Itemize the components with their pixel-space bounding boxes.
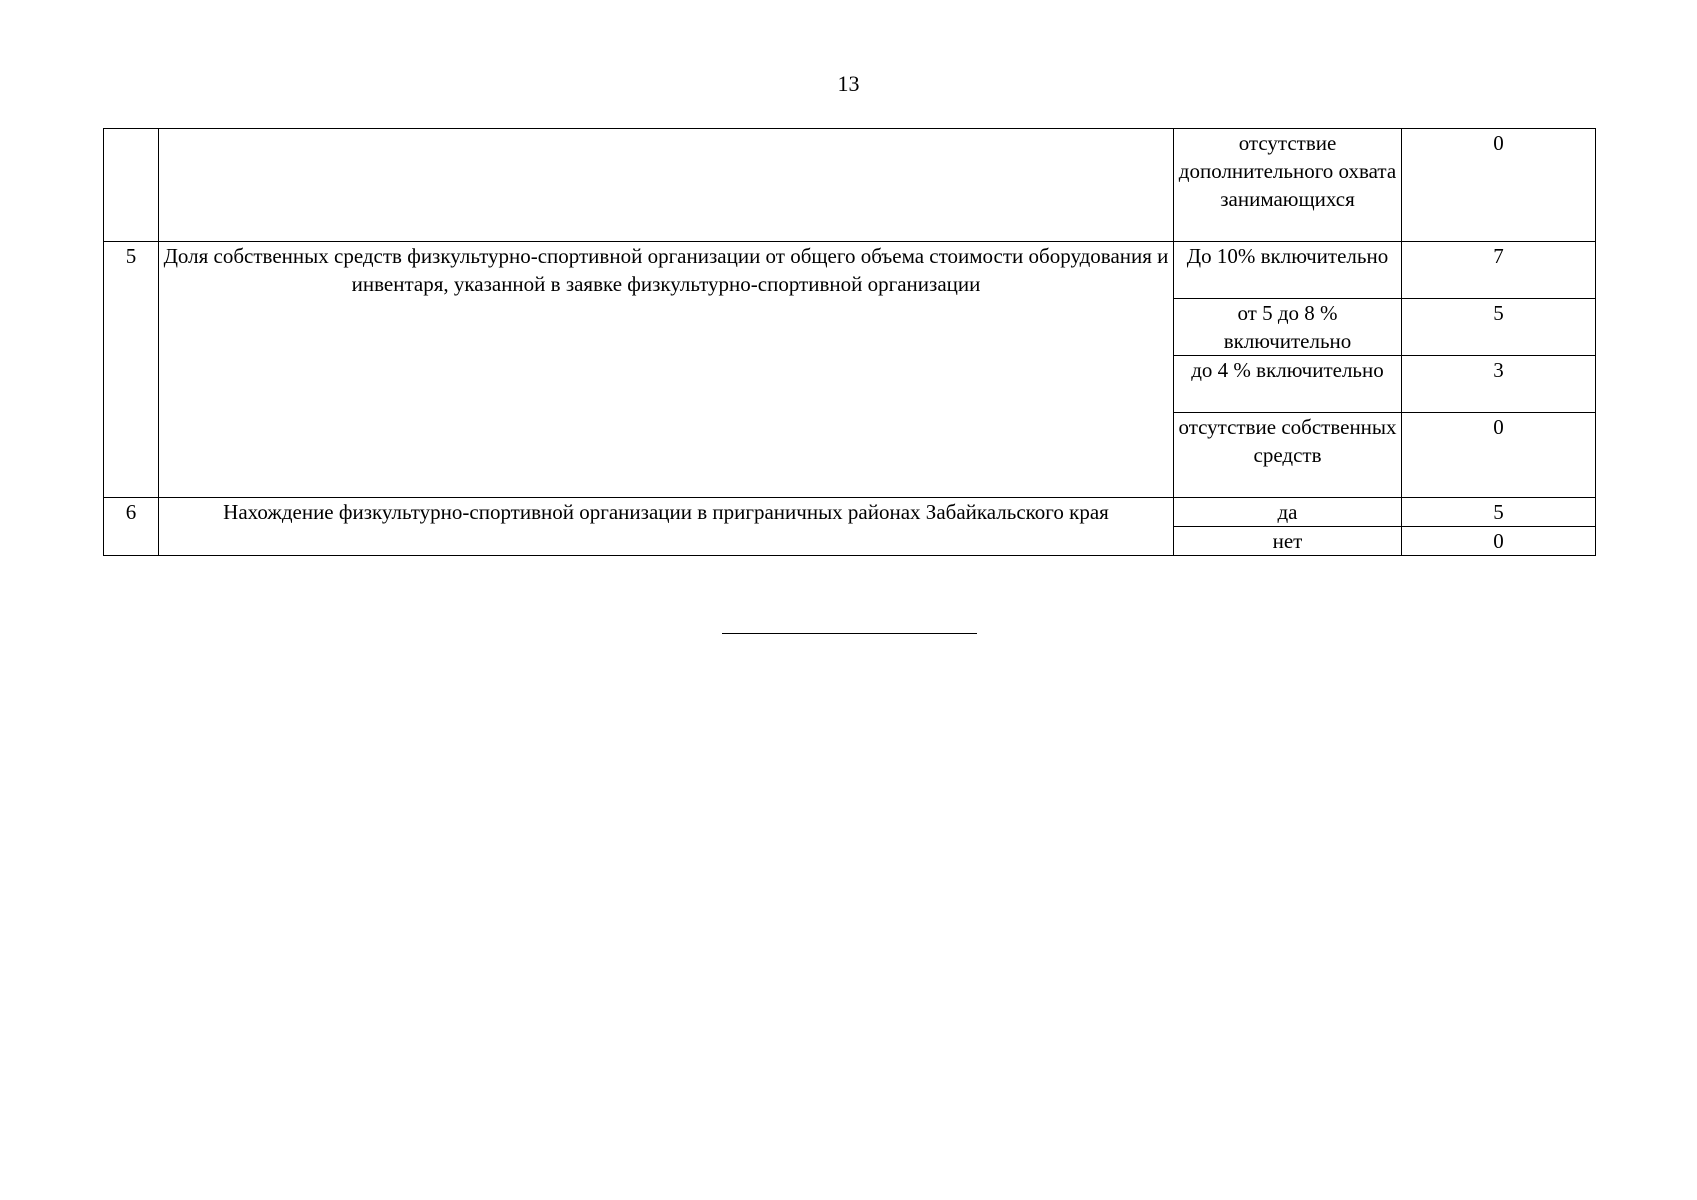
closing-rule <box>722 633 977 634</box>
table-row-6 <box>104 498 1596 527</box>
cell-number: 5 <box>104 242 159 498</box>
page-number: 13 <box>837 71 860 96</box>
cell-criterion-empty <box>159 129 1174 242</box>
cell-option: до 4 % включительно <box>1174 356 1402 413</box>
cell-option: До 10% включительно <box>1174 242 1402 299</box>
cell-score: 0 <box>1402 413 1596 498</box>
cell-score: 0 <box>1402 527 1596 556</box>
cell-option: да <box>1174 498 1402 527</box>
cell-score: 3 <box>1402 356 1596 413</box>
cell-option: отсутствие дополнительного охвата занимающихся <box>1174 129 1402 242</box>
cell-criterion: Нахождение физкультурно-спортивной организации в приграничных районах Забайкальского края <box>159 498 1174 556</box>
cell-score: 0 <box>1402 129 1596 242</box>
cell-option: от 5 до 8 % включительно <box>1174 299 1402 356</box>
cell-option: нет <box>1174 527 1402 556</box>
cell-option: отсутствие собственных средств <box>1174 413 1402 498</box>
table-row-5 <box>104 242 1596 299</box>
cell-score: 5 <box>1402 498 1596 527</box>
cell-number: 6 <box>104 498 159 556</box>
cell-score: 5 <box>1402 299 1596 356</box>
cell-number-empty <box>104 129 159 242</box>
criteria-table <box>103 128 1596 556</box>
table-row-continued <box>104 129 1596 242</box>
cell-score: 7 <box>1402 242 1596 299</box>
cell-criterion: Доля собственных средств физкультурно-спортивной организации от общего объема стоимости оборудования и инвентаря, указанной в заявке физкультурно-спортивной организации <box>159 242 1174 498</box>
